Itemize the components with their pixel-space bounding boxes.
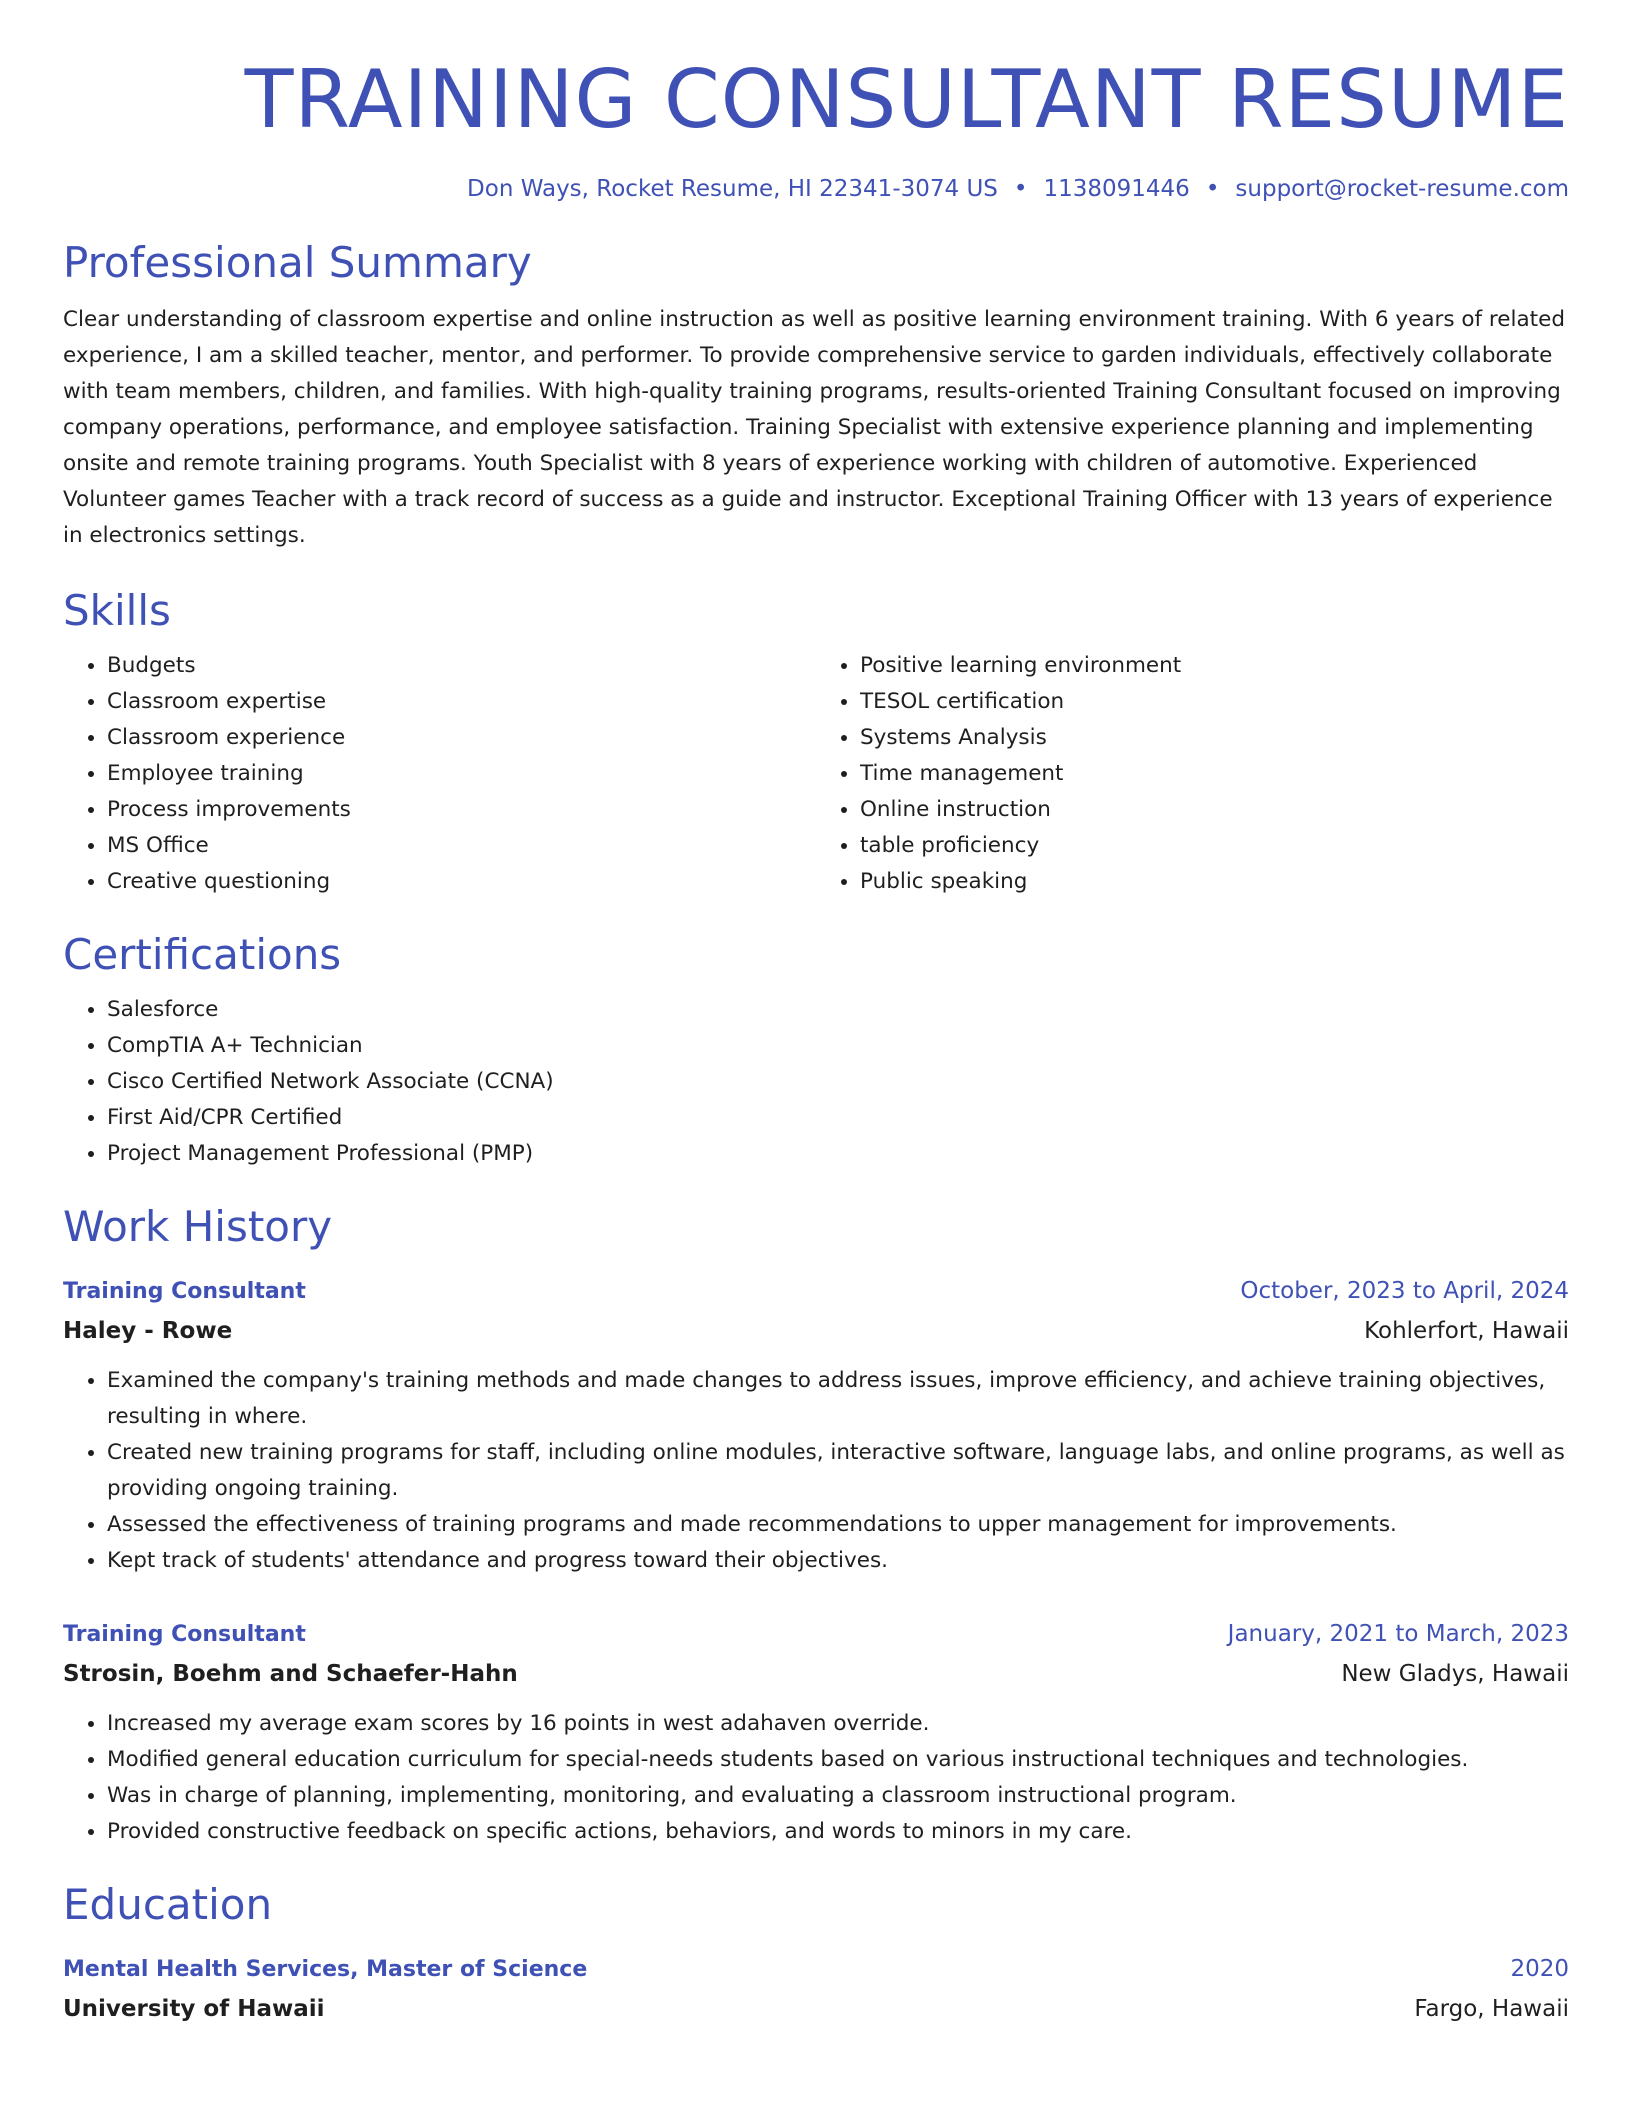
contact-separator: •	[1205, 176, 1220, 202]
job-bullet: • Modified general education curriculum for special-needs students based on various instructional techniques and technologies.	[107, 1742, 1569, 1778]
job-dates: October, 2023 to April, 2024	[1240, 1278, 1569, 1304]
contact-address: Don Ways, Rocket Resume, HI 22341-3074 US	[467, 176, 998, 202]
skills-list-left	[63, 648, 816, 900]
skills-list-right	[816, 648, 1569, 900]
skill-item: • Classroom experience	[107, 720, 816, 756]
job-employer-row	[63, 1654, 1569, 1694]
job-title: Training Consultant	[63, 1622, 306, 1647]
skill-item: • Time management	[860, 756, 1569, 792]
summary-text: Clear understanding of classroom expertise and online instruction as well as positive learning environment training. With 6 years of related experience, I am a skilled teacher, mentor, and performer. To provide comprehensive service to garden individuals, effectively collaborate with team members, children, and families. With high-quality training programs, results-oriented Training Consultant focused on improving company operations, performance, and employee satisfaction. Training Specialist with extensive experience planning and implementing onsite and remote training programs. Youth Specialist with 8 years of experience working with children of automotive. Experienced Volunteer games Teacher with a track record of success as a guide and instructor. Exceptional Training Officer with 13 years of experience in electronics settings.	[63, 307, 1565, 548]
certifications-list	[63, 992, 1569, 1172]
skill-item: • TESOL certification	[860, 684, 1569, 720]
job-location: Kohlerfort, Hawaii	[1364, 1318, 1569, 1344]
job-bullets	[63, 1706, 1569, 1850]
section-heading: Skills	[63, 586, 171, 635]
skill-item: • MS Office	[107, 828, 816, 864]
education-school: University of Hawaii	[63, 1996, 325, 2022]
job-bullet: • Kept track of students' attendance and progress toward their objectives.	[107, 1543, 1569, 1579]
work-history-section	[63, 1200, 1569, 1850]
skills-section	[63, 584, 1569, 900]
education-location: Fargo, Hawaii	[1414, 1996, 1569, 2022]
contact-line	[63, 176, 1569, 202]
job-entry	[63, 1615, 1569, 1850]
certification-item: • Project Management Professional (PMP)	[107, 1136, 1569, 1172]
skill-item: • table proficiency	[860, 828, 1569, 864]
job-title-row	[63, 1615, 1569, 1654]
section-heading: Work History	[63, 1202, 333, 1251]
certifications-section	[63, 928, 1569, 1172]
contact-separator: •	[1013, 176, 1028, 202]
certification-item: • Cisco Certified Network Associate (CCNA)	[107, 1064, 1569, 1100]
job-bullet: • Examined the company's training methods and made changes to address issues, improve efficiency, and achieve training objectives, resulting in where.	[107, 1363, 1569, 1435]
skill-item: • Public speaking	[860, 864, 1569, 900]
education-degree-row	[63, 1950, 1569, 1989]
section-heading: Education	[63, 1880, 273, 1929]
job-employer: Haley - Rowe	[63, 1318, 233, 1344]
job-bullet: • Was in charge of planning, implementing, monitoring, and evaluating a classroom instructional program.	[107, 1778, 1569, 1814]
job-bullet: • Provided constructive feedback on specific actions, behaviors, and words to minors in my care.	[107, 1814, 1569, 1850]
section-heading: Certifications	[63, 930, 342, 979]
education-year: 2020	[1510, 1956, 1569, 1982]
education-entry	[63, 1950, 1569, 2029]
skill-item: • Creative questioning	[107, 864, 816, 900]
certification-item: • Salesforce	[107, 992, 1569, 1028]
job-title-row	[63, 1272, 1569, 1311]
contact-phone: 1138091446	[1043, 176, 1190, 202]
skill-item: • Online instruction	[860, 792, 1569, 828]
skill-item: • Systems Analysis	[860, 720, 1569, 756]
section-heading: Professional Summary	[63, 238, 532, 287]
job-title: Training Consultant	[63, 1279, 306, 1304]
skill-item: • Budgets	[107, 648, 816, 684]
job-location: New Gladys, Hawaii	[1341, 1661, 1569, 1687]
job-dates: January, 2021 to March, 2023	[1227, 1621, 1569, 1647]
contact-email[interactable]: support@rocket-resume.com	[1235, 176, 1569, 202]
job-entry	[63, 1272, 1569, 1579]
job-employer-row	[63, 1311, 1569, 1351]
certification-item: • CompTIA A+ Technician	[107, 1028, 1569, 1064]
job-bullet: • Increased my average exam scores by 16 points in west adahaven override.	[107, 1706, 1569, 1742]
education-section	[63, 1878, 1569, 2029]
skill-item: • Classroom expertise	[107, 684, 816, 720]
resume-header	[63, 0, 1569, 202]
professional-summary-section	[63, 236, 1569, 554]
document-title: TRAINING CONSULTANT RESUME	[244, 53, 1569, 146]
skill-item: • Positive learning environment	[860, 648, 1569, 684]
education-degree: Mental Health Services, Master of Science	[63, 1957, 588, 1982]
skills-columns	[63, 648, 1569, 900]
job-bullet: • Assessed the effectiveness of training programs and made recommendations to upper management for improvements.	[107, 1507, 1569, 1543]
job-bullet: • Created new training programs for staff, including online modules, interactive software, language labs, and online programs, as well as providing ongoing training.	[107, 1435, 1569, 1507]
education-school-row	[63, 1989, 1569, 2029]
job-employer: Strosin, Boehm and Schaefer-Hahn	[63, 1661, 518, 1687]
certification-item: • First Aid/CPR Certified	[107, 1100, 1569, 1136]
job-bullets	[63, 1363, 1569, 1579]
skill-item: • Employee training	[107, 756, 816, 792]
skill-item: • Process improvements	[107, 792, 816, 828]
